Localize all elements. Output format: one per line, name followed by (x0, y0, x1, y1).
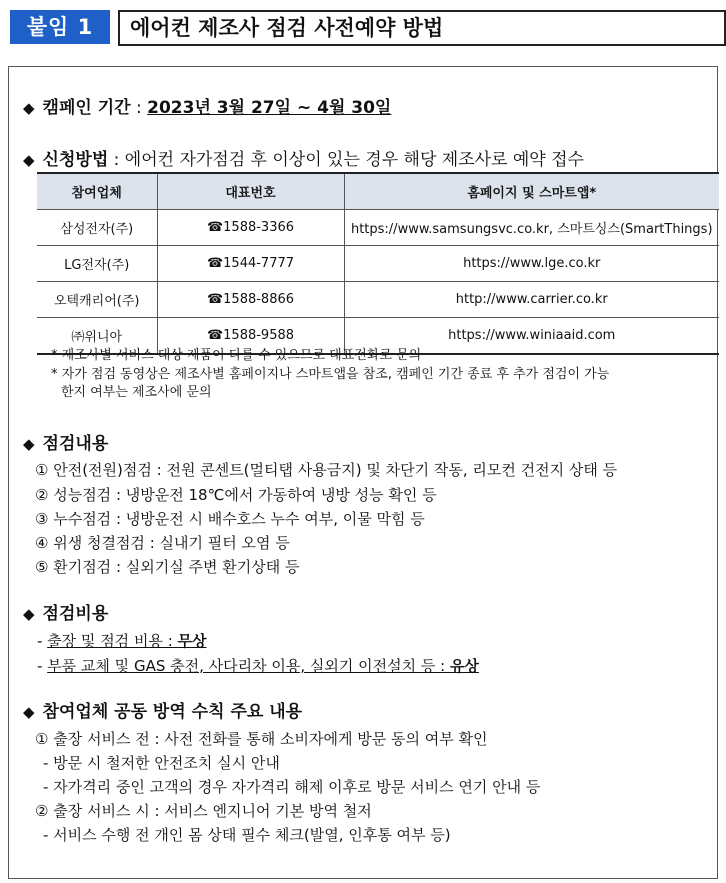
table-note: * 자가 점검 동영상은 제조사별 홈페이지나 스마트앱을 참조, 캠페인 기간 종료 후 추가 점검이 가능 (51, 367, 610, 382)
col-header-phone: 대표번호 (157, 173, 344, 210)
phone-cell: ☎1544-7777 (157, 246, 344, 282)
homepage-cell: https://www.lge.co.kr (344, 246, 719, 282)
cost-free-value: 무상 (177, 632, 207, 650)
col-header-homepage: 홈페이지 및 스마트앱* (344, 173, 719, 210)
cost-free-line: - 출장 및 점검 비용 : 무상 (37, 632, 207, 650)
page-header (8, 10, 714, 46)
homepage-cell: https://www.winiaaid.com (344, 318, 719, 355)
page-title: 에어컨 제조사 점검 사전예약 방법 (118, 10, 726, 46)
homepage-cell: https://www.samsungsvc.co.kr, 스마트싱스(SmartThings) (344, 210, 719, 246)
inspection-item: ① 안전(전원)점검 : 전원 콘센트(멀티탭 사용금지) 및 차단기 작동, 리모컨 건전지 상태 등 (35, 461, 618, 479)
table-header-row (37, 173, 719, 210)
table-row (37, 246, 719, 282)
company-cell: LG전자(주) (37, 246, 157, 282)
table-row (37, 210, 719, 246)
campaign-label: 캠페인 기간 (42, 98, 131, 118)
phone-cell: ☎1588-8866 (157, 282, 344, 318)
company-cell: 오텍캐리어(주) (37, 282, 157, 318)
quarantine-subitem: - 방문 시 철저한 안전조치 실시 안내 (43, 754, 280, 772)
inspection-item: ⑤ 환기점검 : 실외기실 주변 환기상태 등 (35, 558, 300, 576)
quarantine-item: ① 출장 서비스 전 : 사전 전화를 통해 소비자에게 방문 동의 여부 확인 (35, 730, 488, 748)
apply-section (23, 145, 584, 170)
col-header-company: 참여업체 (37, 173, 157, 210)
diamond-icon: ◆ (23, 151, 35, 169)
company-cell: 삼성전자(주) (37, 210, 157, 246)
cost-section-title: ◆ 점검비용 (23, 604, 109, 624)
quarantine-item: ② 출장 서비스 시 : 서비스 엔지니어 기본 방역 철저 (35, 802, 372, 820)
table-note: * 제조사별 서비스 대상 제품이 다를 수 있으므로 대표전화로 문의 (51, 348, 422, 363)
table-row (37, 282, 719, 318)
campaign-sep: : (130, 98, 148, 118)
apply-text: : 에어컨 자가점검 후 이상이 있는 경우 해당 제조사로 예약 접수 (108, 150, 584, 170)
campaign-period: 2023년 3월 27일 ~ 4월 30일 (147, 98, 392, 118)
diamond-icon: ◆ (23, 703, 35, 721)
table-note: 한지 여부는 제조사에 문의 (61, 385, 212, 400)
company-cell: ㈜위니아 (37, 318, 157, 355)
quarantine-subitem: - 서비스 수행 전 개인 몸 상태 필수 체크(발열, 인후통 여부 등) (43, 826, 451, 844)
campaign-section (23, 93, 391, 118)
phone-cell: ☎1588-9588 (157, 318, 344, 355)
diamond-icon: ◆ (23, 99, 35, 117)
quarantine-section-title: ◆ 참여업체 공동 방역 수칙 주요 내용 (23, 702, 303, 722)
cost-paid-value: 유상 (449, 657, 479, 675)
diamond-icon: ◆ (23, 605, 35, 623)
homepage-cell: http://www.carrier.co.kr (344, 282, 719, 318)
inspection-item: ③ 누수점검 : 냉방운전 시 배수호스 누수 여부, 이물 막힘 등 (35, 510, 425, 528)
attachment-badge: 붙임 1 (10, 10, 110, 44)
document-body (8, 66, 718, 879)
manufacturer-table (37, 172, 719, 355)
quarantine-subitem: - 자가격리 중인 고객의 경우 자가격리 해제 이후로 방문 서비스 연기 안내 등 (43, 778, 541, 796)
cost-paid-line: - 부품 교체 및 GAS 충전, 사다리차 이용, 실외기 이전설치 등 : 유상 (37, 657, 479, 675)
phone-cell: ☎1588-3366 (157, 210, 344, 246)
inspection-item: ② 성능점검 : 냉방운전 18℃에서 가동하여 냉방 성능 확인 등 (35, 486, 437, 504)
diamond-icon: ◆ (23, 435, 35, 453)
inspection-section-title: ◆ 점검내용 (23, 434, 109, 454)
apply-label: 신청방법 (42, 150, 109, 170)
inspection-item: ④ 위생 청결점검 : 실내기 필터 오염 등 (35, 534, 290, 552)
